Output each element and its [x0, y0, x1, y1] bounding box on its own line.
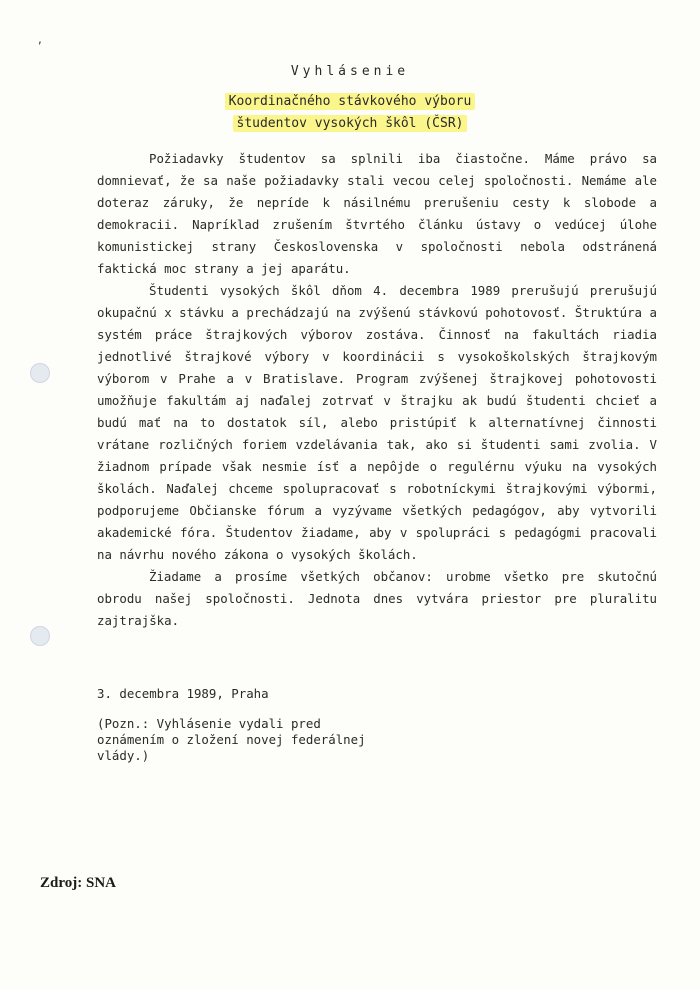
paragraph: Študenti vysokých škôl dňom 4. decembra 1989 prerušujú prerušujú okupačnú x stávku a prechádzajú na zvýšenú stávkovú pohotovosť. Štruktúra a systém práce štrajkových výborov zostáva. Činnosť na fakultách riadia jednotlivé štrajkové výbory v koordinácii s vysokoškolských štrajkovým výborom v Prahe a v Bratislave. Program zvýšenej štrajkovej pohotovosti umožňuje fakultám aj naďalej zotrvať v štrajku ak budú študenti chcieť a budú mať na to dostatok síl, alebo pristúpiť k alternatívnej činnosti vrátane rozličných foriem vzdelávania tak, ako si študenti sami zvolia. V žiadnom prípade však nesmie ísť a nepôjde o regulérnu výuku na vysokých školách. Naďalej chceme spolupracovať s robotníckymi štrajkovými výbormi, podporujeme Občianske fórum a vyzývame všetkých pedagógov, aby vytvorili akademické fóra. Študentov žiadame, aby v spolupráci s pedagógmi pracovali na návrhu nového zákona o vysokých školách.: [97, 283, 657, 562]
highlighted-subtitle-1: Koordinačného stávkového výboru: [225, 93, 476, 110]
source-label: Zdroj: SNA: [40, 875, 116, 891]
subtitle-line-2: [0, 116, 700, 131]
date-line: 3. decembra 1989, Praha: [97, 686, 269, 701]
paragraph: Požiadavky študentov sa splnili iba čiastočne. Máme právo sa domnievať, že sa naše požiadavky stali vecou celej spoločnosti. Nemáme ale doteraz záruky, že nepríde k násilnému prerušeniu cesty k slobode a demokracii. Napríklad zrušením štvrtého článku ústavy o vedúcej úlohe komunistickej strany Československa v spoločnosti nebola odstránená faktická moc strany a jej aparátu.: [97, 151, 657, 276]
punch-hole: [30, 363, 50, 383]
subtitle-line-1: [0, 94, 700, 109]
document-body: [97, 148, 657, 632]
document-title: Vyhlásenie: [290, 64, 410, 79]
paragraph: Žiadame a prosíme všetkých občanov: urobme všetko pre skutočnú obrodu našej spoločnosti. Jednota dnes vytvára priestor pre pluralitu zajtrajška.: [97, 569, 657, 628]
footnote: (Pozn.: Vyhlásenie vydali pred oznámením o zložení novej federálnej vlády.): [97, 716, 366, 763]
highlighted-subtitle-2: študentov vysokých škôl (ČSR): [233, 115, 468, 132]
punch-hole: [30, 626, 50, 646]
corner-mark: ,: [38, 32, 42, 46]
